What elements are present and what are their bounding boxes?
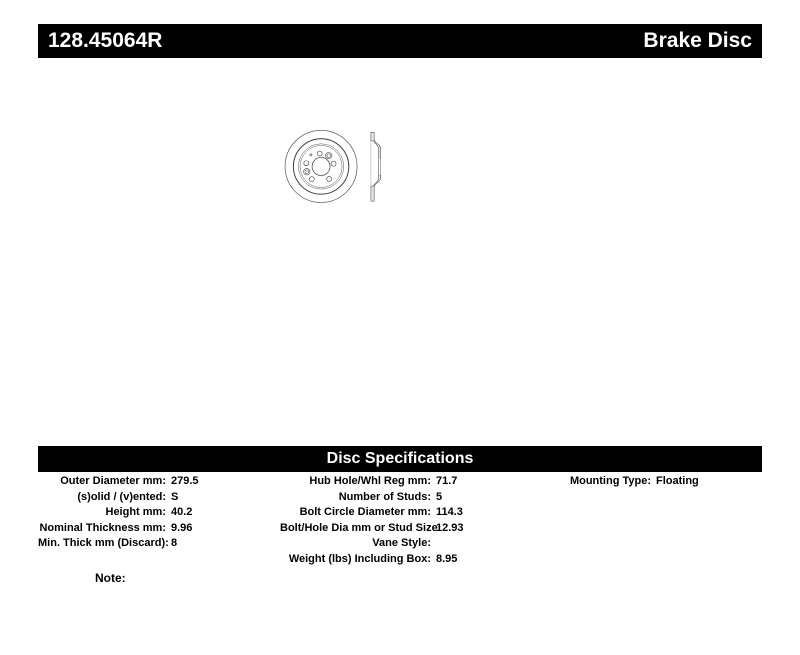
spec-row-hub-hole [280,474,550,490]
spec-value: 40.2 [171,506,193,518]
spec-column-right [556,474,776,490]
spec-label: Min. Thick mm (Discard): [38,537,169,549]
spec-row-min-thick [38,536,288,552]
spec-label: Vane Style: [372,537,431,549]
technical-drawing [280,100,520,280]
spec-value: 279.5 [171,475,199,487]
spec-value: 9.96 [171,521,193,534]
spec-value: S [171,490,179,503]
spec-row-nominal-thickness [38,521,288,537]
spec-value: 114.3 [436,506,463,518]
countersunk-hole-left-inner [305,170,309,174]
spec-value: Floating [656,475,699,487]
product-name: Brake Disc [643,29,752,52]
countersunk-hole-upper-right-inner [327,154,331,158]
stud-hole-bottom-right [327,176,332,181]
countersunk-hole-left-outer [304,169,310,175]
note-label: Note: [95,571,126,585]
spec-label: Outer Diameter mm: [60,475,166,487]
spec-value: 12.93 [436,521,464,534]
stud-hole-right [331,161,336,166]
spec-column-middle [280,474,550,567]
spec-label: Bolt Circle Diameter mm: [299,506,431,518]
spec-value: 8.95 [436,552,458,565]
stud-hole-top [317,151,322,156]
spec-row-solid-vented [38,490,288,506]
disc-specifications-bar [38,446,762,472]
brake-disc-front-view [285,130,357,202]
hub-ring-outer-circle [298,144,343,189]
brake-disc-cross-section [371,132,381,201]
spec-row-bolt-circle-diameter [280,505,550,521]
spec-label: Weight (lbs) Including Box: [288,552,431,565]
outer-rim-circle [285,130,357,202]
spec-value: 5 [436,490,443,503]
spec-row-weight [280,552,550,568]
index-hole-small [310,154,312,156]
part-number: 128.45064R [48,29,163,52]
spec-label: (s)olid / (v)ented: [77,490,166,503]
spec-label: Mounting Type: [569,475,651,487]
spec-column-left [38,474,288,552]
spec-row-height [38,505,288,521]
stud-hole-left [304,161,309,166]
spec-row-bolt-hole-dia [280,521,550,537]
countersunk-hole-upper-right-outer [325,152,331,158]
spec-row-outer-diameter [38,474,288,490]
center-bore-circle [312,157,330,175]
spec-label: Number of Studs: [338,490,431,503]
spec-row-vane-style [280,536,550,552]
spec-value [431,536,436,552]
friction-band-circle [293,139,348,194]
spec-label: Bolt/Hole Dia mm or Stud Size: [280,521,442,534]
spec-value: 8 [171,537,178,549]
spec-label: Height mm: [105,506,166,518]
spec-row-number-of-studs [280,490,550,506]
spec-row-mounting-type [556,474,776,490]
spec-label: Hub Hole/Whl Reg mm: [309,475,431,487]
brake-disc-drawing-svg [280,100,520,280]
flange-bore-gap [379,158,380,176]
stud-hole-bottom-left [309,177,314,182]
spec-value: 71.7 [436,475,458,487]
section-title: Disc Specifications [326,450,474,467]
spec-label: Nominal Thickness mm: [39,521,166,534]
header-bar [38,24,762,58]
